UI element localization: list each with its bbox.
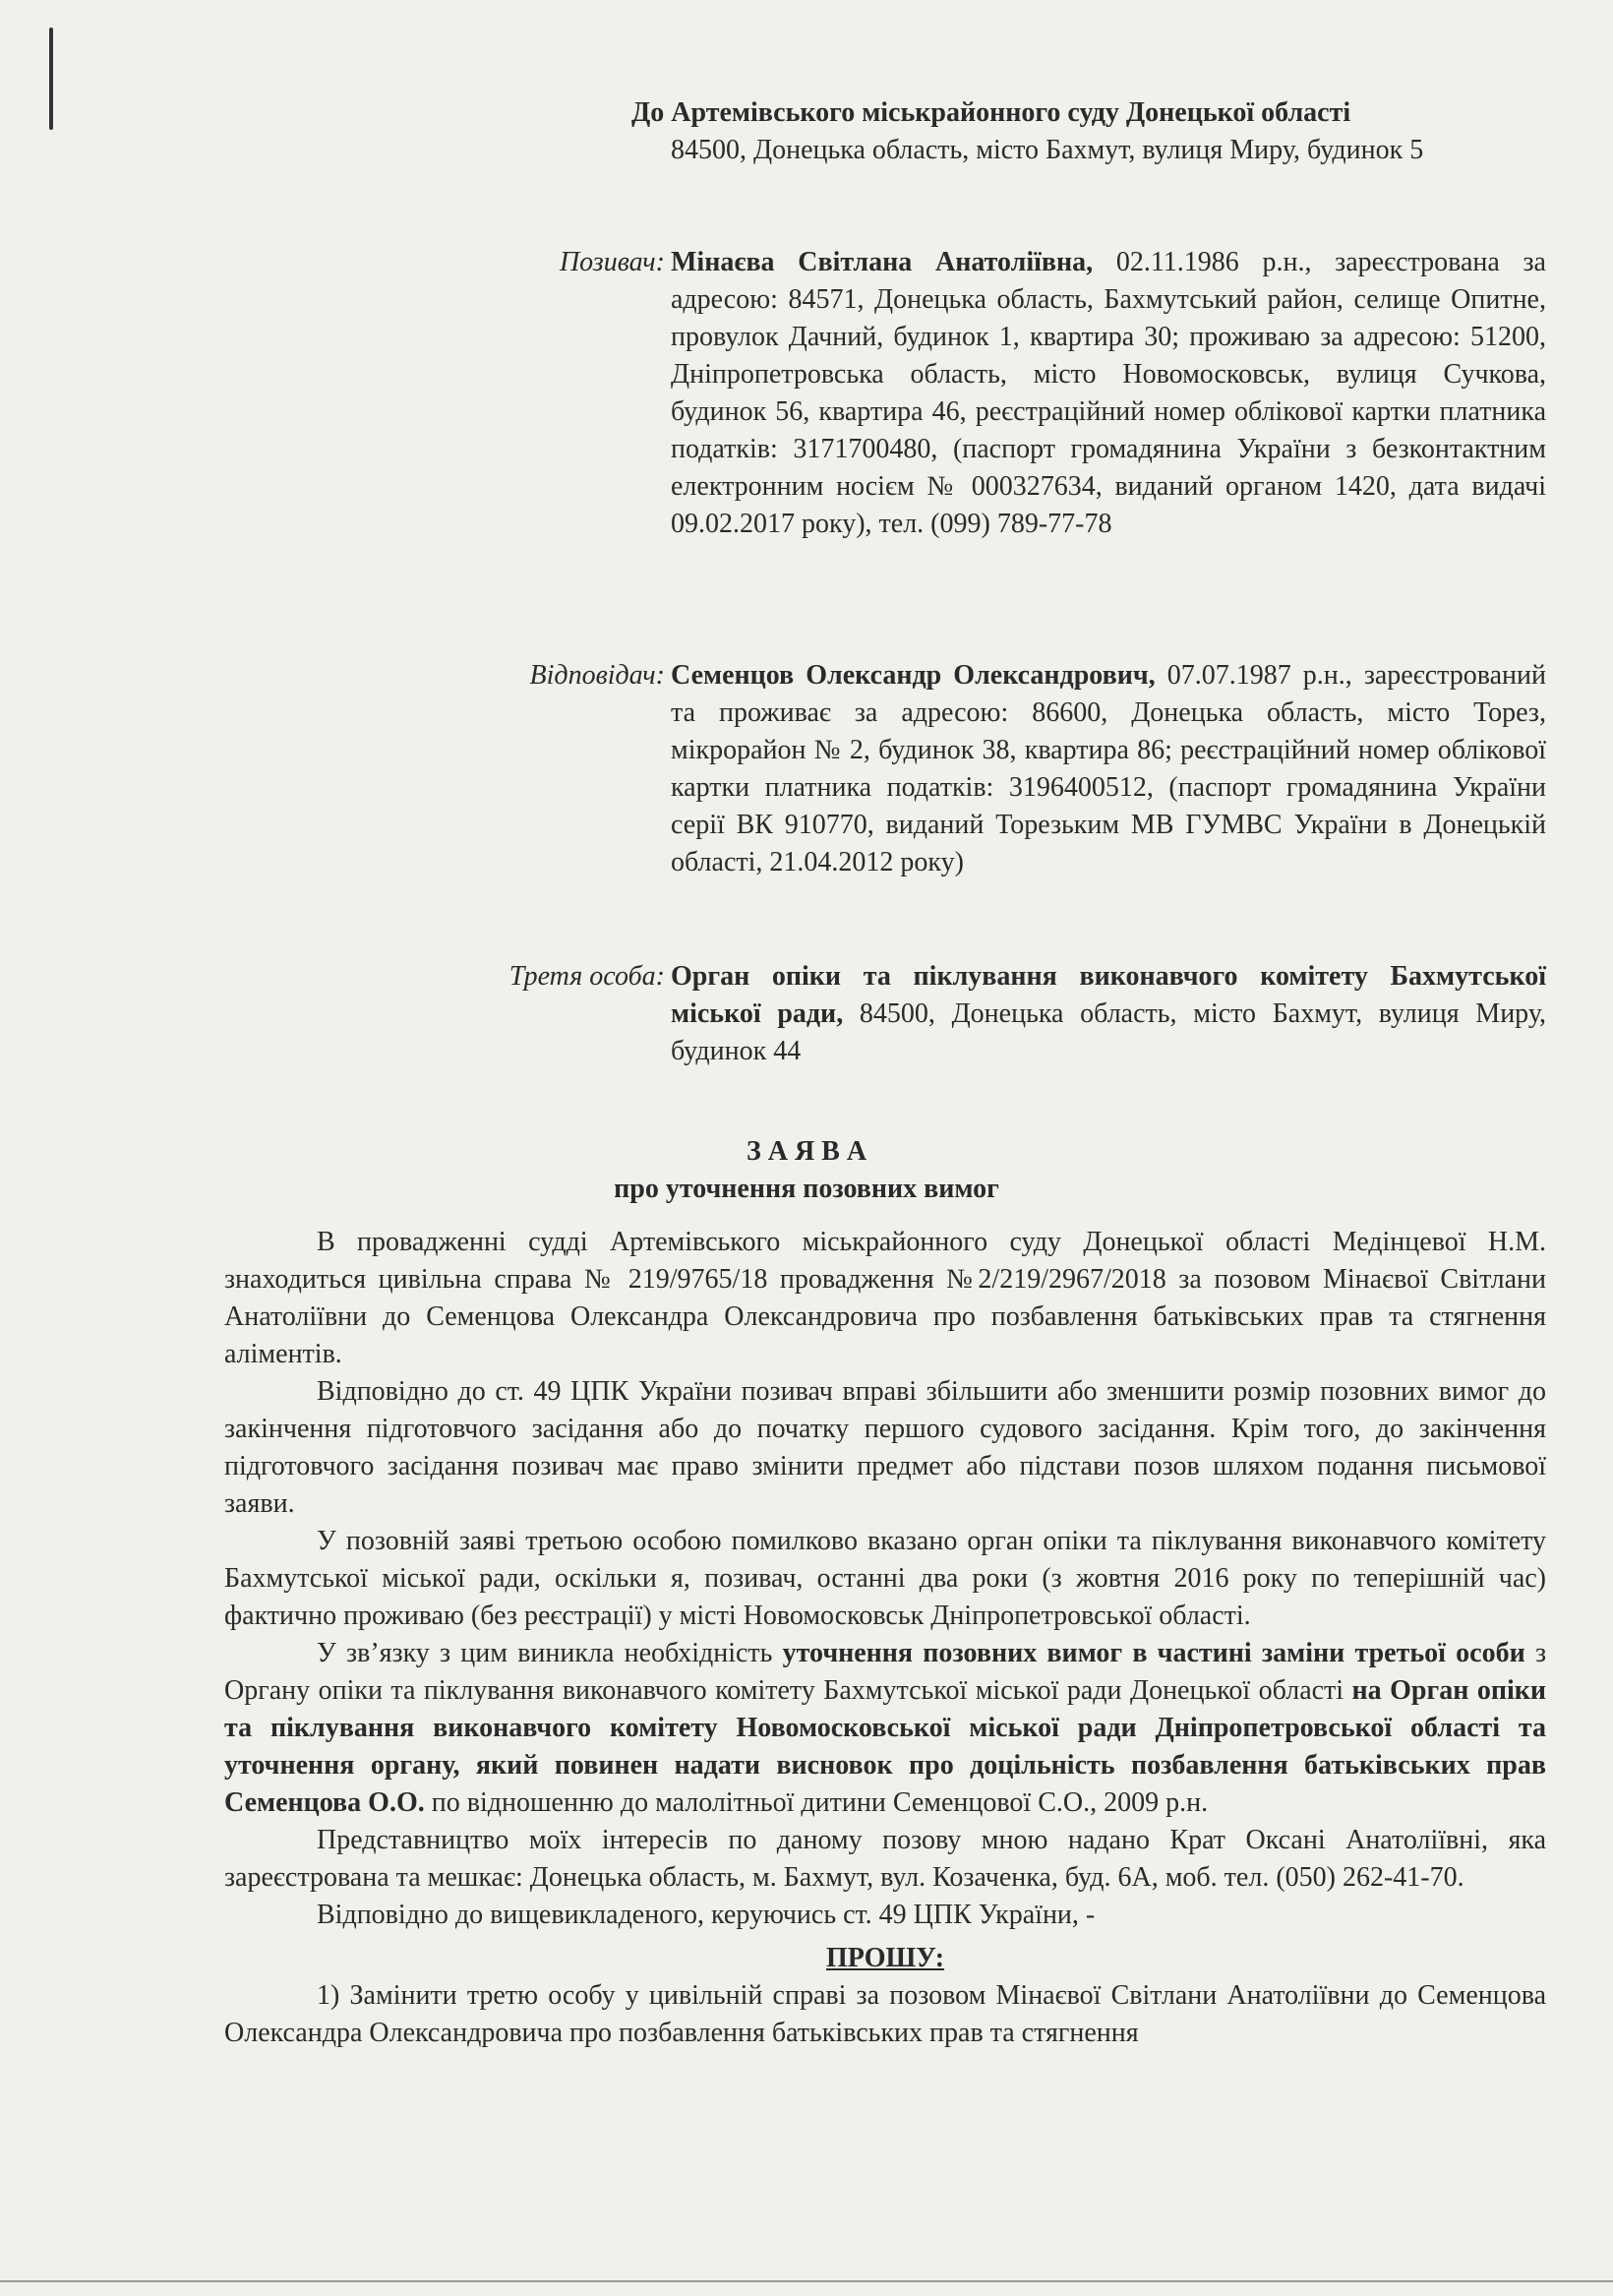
paragraph-clarification (224, 1635, 1546, 1822)
document-body (224, 1224, 1546, 2052)
third-party-name: Орган опіки та піклування виконавчого комітету Бахмутської міської ради, (671, 961, 1546, 1029)
third-party-details: 84500, Донецька область, місто Бахмут, вулиця Миру, будинок 44 (671, 998, 1547, 1066)
defendant-details: 07.07.1987 р.н., зареєстрований та проживає за адресою: 86600, Донецька область, місто Торез, мікрорайон № 2, будинок 38, квартира 86; реєстраційний номер облікової картки платника податків: 3196400512, (паспорт громадянина України серії ВК 910770, виданий Торезьким МВ ГУМВС України в Донецькій області, 21.04.2012 року) (671, 660, 1546, 877)
defendant-name: Семенцов Олександр Олександрович, (671, 660, 1156, 691)
paragraph-basis: Відповідно до вищевикладеного, керуючись ст. 49 ЦПК України, - (317, 1900, 1096, 1930)
plaintiff-details: 02.11.1986 р.н., зареєстрована за адресою: 84571, Донецька область, Бахмутський район, селище Опитне, провулок Дачний, будинок 1, квартира 30; проживаю за адресою: 51200, Дніпропетровська область, місто Новомосковськ, вулиця Сучкова, будинок 56, квартира 46, реєстраційний номер облікової картки платника податків: 3171700480, (паспорт громадянина України з безконтактним електронним носієм № 000327634, виданий органом 1420, дата видачі 09.02.2017 року), тел. (099) 789-77-78 (671, 247, 1546, 539)
paragraph-error: У позовній заяві третьою особою помилково вказано орган опіки та піклування виконавчого комітету Бахмутської міської ради, оскільки я, позивач, останні два роки (з жовтня 2016 року по теперішній час) фактично проживаю (без реєстрації) у місті Новомосковськ Дніпропетровської області. (224, 1526, 1546, 1631)
p4-part-b: уточнення позовних вимог в частині заміни третьої особи (782, 1638, 1525, 1668)
document-subtitle: про уточнення позовних вимог (614, 1174, 999, 1204)
paragraph-representative: Представництво моїх інтересів по даному позову мною надано Крат Оксані Анатоліївні, яка зареєстрована та мешкає: Донецька область, м. Бахмут, вул. Козаченка, буд. 6А, моб. тел. (050) 262-41-70. (224, 1825, 1546, 1893)
paragraph-request-1: 1) Замінити третю особу у цивільній справі за позовом Мінаєвої Світлани Анатоліївни до Семенцова Олександра Олександровича про позбавлення батьківських прав та стягнення (224, 1980, 1546, 2048)
defendant-text (671, 657, 1546, 881)
third-party-label: Третя особа: (508, 961, 665, 992)
plaintiff-text (671, 244, 1546, 543)
p4-part-a: У зв’язку з цим виникла необхідність (317, 1638, 783, 1668)
addressee-block (631, 94, 1544, 169)
request-heading: ПРОШУ: (825, 1943, 945, 1973)
defendant-label: Відповідач: (529, 660, 665, 691)
page-bottom-edge (0, 2280, 1613, 2282)
paragraph-case: В провадженні судді Артемівського міськрайонного суду Донецької області Медінцевої Н.М. знаходиться цивільна справа № 219/9765/18 провадження №2/219/2967/2018 за позовом Мінаєвої Світлани Анатоліївни до Семенцова Олександра Олександровича про позбавлення батьківських прав та стягнення аліментів. (224, 1227, 1546, 1369)
pen-mark (49, 28, 53, 130)
p4-part-e: по відношенню до малолітньої дитини Семенцової С.О., 2009 р.н. (424, 1787, 1209, 1818)
document-title: З А Я В А (746, 1136, 867, 1167)
court-name: До Артемівського міськрайонного суду Донецької області (631, 97, 1351, 128)
plaintiff-label: Позивач: (559, 247, 665, 277)
plaintiff-name: Мінаєва Світлана Анатоліївна, (671, 247, 1094, 277)
p4-part-d: на Орган опіки та піклування виконавчого комітету Новомосковської міської ради Дніпропетровської області та уточнення органу, який повинен надати висновок про доцільність позбавлення батьківських прав Семенцова О.О. (224, 1675, 1547, 1818)
third-party-text (671, 958, 1546, 1070)
p4-part-c: з Органу опіки та піклування виконавчого комітету Бахмутської міської ради Донецької області (224, 1638, 1547, 1706)
court-address: 84500, Донецька область, місто Бахмут, вулиця Миру, будинок 5 (671, 135, 1424, 165)
paragraph-law: Відповідно до ст. 49 ЦПК України позивач вправі збільшити або зменшити розмір позовних вимог до закінчення підготовчого засідання або до початку першого судового засідання. Крім того, до закінчення підготовчого засідання позивач має право змінити предмет або підстави позов шляхом подання письмової заяви. (224, 1376, 1546, 1519)
